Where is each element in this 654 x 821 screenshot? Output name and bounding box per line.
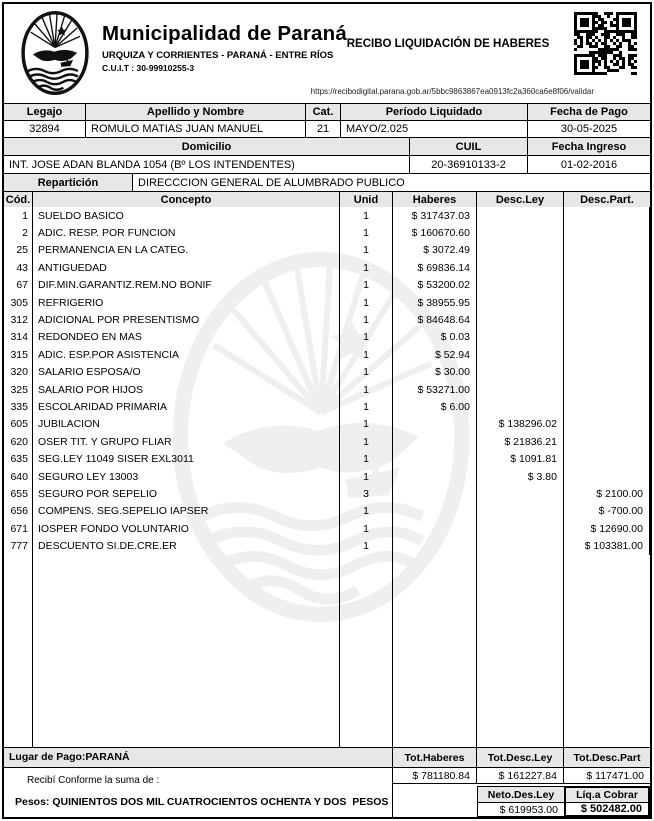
concept-cell-desc_part	[564, 364, 650, 381]
concept-cell-code: 777	[4, 537, 33, 554]
totals-value-row	[393, 768, 650, 784]
concept-cell-concept: IOSPER FONDO VOLUNTARIO	[33, 520, 340, 537]
concept-cell-desc_ley	[477, 207, 564, 224]
concept-cell-concept: SALARIO ESPOSA/O	[33, 364, 340, 381]
concept-cell-units: 1	[340, 416, 393, 433]
concept-cell-code: 25	[4, 242, 33, 259]
concept-cell-haberes: $ 160670.60	[393, 224, 477, 241]
concept-cell-haberes	[393, 503, 477, 520]
periodo-value: MAYO/2.025	[341, 121, 528, 137]
concept-cell-concept: DESCUENTO SI.DE.CRE.ER	[33, 537, 340, 554]
concept-cell-code: 1	[4, 207, 33, 224]
concept-cell-concept: PERMANENCIA EN LA CATEG.	[33, 242, 340, 259]
concept-cell-units: 1	[340, 468, 393, 485]
concept-cell-haberes: $ 52.94	[393, 346, 477, 363]
concept-row	[4, 277, 650, 294]
concept-cell-haberes	[393, 520, 477, 537]
info-value-row-1	[4, 120, 650, 137]
cat-value: 21	[306, 121, 341, 137]
concept-cell-units: 1	[340, 433, 393, 450]
concept-cell-desc_ley	[477, 346, 564, 363]
concept-cell-desc_ley	[477, 259, 564, 276]
concept-row	[4, 346, 650, 363]
concept-cell-units: 1	[340, 450, 393, 467]
legajo-label: Legajo	[4, 104, 86, 120]
concept-cell-concept: ADICIONAL POR PRESENTISMO	[33, 311, 340, 328]
concept-cell-concept: SEGURO LEY 13003	[33, 468, 340, 485]
concept-row	[4, 311, 650, 328]
fecha-ingreso-value: 01-02-2016	[560, 158, 618, 171]
concept-row	[4, 207, 650, 224]
concept-cell-desc_part: $ 12690.00	[564, 520, 650, 537]
concept-cell-desc_part	[564, 224, 650, 241]
concept-row	[4, 416, 650, 433]
concept-cell-desc_part	[564, 207, 650, 224]
concept-cell-units: 1	[340, 242, 393, 259]
amount-in-words: Pesos: QUINIENTOS DOS MIL CUATROCIENTOS OCHENTA Y DOS PESOS	[15, 796, 389, 808]
concept-cell-concept: ESCOLARIDAD PRIMARIA	[33, 398, 340, 415]
code-column-header: Cód.	[4, 192, 33, 207]
tot-desc-part-label: Tot.Desc.Part	[564, 748, 650, 768]
concept-cell-desc_ley: $ 138296.02	[477, 416, 564, 433]
concept-row	[4, 485, 650, 502]
footer-totals-panel	[393, 748, 650, 817]
concept-cell-code: 314	[4, 329, 33, 346]
concept-cell-haberes: $ 69836.14	[393, 259, 477, 276]
concept-cell-code: 640	[4, 468, 33, 485]
info-value-row-2	[4, 155, 650, 173]
desc-part-column-header: Desc.Part.	[564, 192, 650, 207]
concept-cell-code: 656	[4, 503, 33, 520]
net-header-row	[393, 786, 650, 803]
haberes-column-header: Haberes	[393, 192, 477, 207]
concept-column-header: Concepto	[33, 192, 340, 207]
concept-row	[4, 520, 650, 537]
received-conform-text: Recibí Conforme la suma de :	[27, 775, 160, 786]
concept-cell-concept: SEGURO POR SEPELIO	[33, 485, 340, 502]
tot-desc-ley-value: $ 161227.84	[477, 768, 564, 784]
concept-cell-desc_ley: $ 1091.81	[477, 450, 564, 467]
concept-cell-desc_ley	[477, 224, 564, 241]
concept-cell-haberes: $ 317437.03	[393, 207, 477, 224]
tot-desc-part-value: $ 117471.00	[564, 768, 650, 784]
concept-cell-code: 671	[4, 520, 33, 537]
concept-cell-concept: SALARIO POR HIJOS	[33, 381, 340, 398]
concept-cell-desc_ley	[477, 311, 564, 328]
concept-cell-haberes	[393, 433, 477, 450]
org-cuit: C.U.I.T : 30-99910255-3	[102, 63, 195, 73]
concept-cell-code: 605	[4, 416, 33, 433]
concept-cell-code: 67	[4, 277, 33, 294]
concept-cell-units: 1	[340, 311, 393, 328]
concept-cell-haberes	[393, 450, 477, 467]
concept-cell-code: 305	[4, 294, 33, 311]
apellido-label: Apellido y Nombre	[86, 104, 306, 120]
concept-cell-desc_ley	[477, 503, 564, 520]
concept-cell-desc_part	[564, 433, 650, 450]
concept-cell-desc_part	[564, 329, 650, 346]
concept-cell-code: 325	[4, 381, 33, 398]
concept-cell-units: 1	[340, 503, 393, 520]
concept-cell-code: 43	[4, 259, 33, 276]
concept-cell-code: 620	[4, 433, 33, 450]
concept-cell-concept: REDONDEO EN MAS	[33, 329, 340, 346]
concept-cell-units: 3	[340, 485, 393, 502]
validation-link[interactable]: https://recibodigital.parana.gob.ar/5bbc9863867ea0913fc2a360ca6e8f06/validar	[310, 87, 594, 96]
concept-cell-units: 1	[340, 520, 393, 537]
tot-haberes-label: Tot.Haberes	[393, 748, 477, 768]
concept-cell-desc_part	[564, 311, 650, 328]
concept-cell-concept: OSER TIT. Y GRUPO FLIAR	[33, 433, 340, 450]
concept-cell-haberes: $ 30.00	[393, 364, 477, 381]
concept-cell-desc_part	[564, 259, 650, 276]
concept-cell-concept: DIF.MIN.GARANTIZ.REM.NO BONIF	[33, 277, 340, 294]
concept-cell-units: 1	[340, 398, 393, 415]
concept-cell-desc_part: $ 103381.00	[564, 537, 650, 554]
net-value-row	[393, 803, 650, 817]
desc-ley-column-header: Desc.Ley	[477, 192, 564, 207]
fecha-pago-label: Fecha de Pago	[528, 104, 650, 120]
payment-place: Lugar de Pago:PARANÁ	[4, 748, 392, 768]
periodo-label: Período Liquidado	[341, 104, 528, 120]
concept-row	[4, 398, 650, 415]
concept-cell-desc_part	[564, 346, 650, 363]
municipality-logo-icon	[16, 10, 94, 96]
cuil-label: CUIL	[410, 138, 528, 155]
concept-cell-desc_ley	[477, 364, 564, 381]
domicilio-value: INT. JOSE ADAN BLANDA 1054 (Bº LOS INTENDENTES)	[4, 156, 410, 173]
concept-cell-desc_ley: $ 21836.21	[477, 433, 564, 450]
concept-cell-desc_ley	[477, 329, 564, 346]
totals-footer	[4, 747, 650, 817]
concept-row	[4, 381, 650, 398]
concept-cell-desc_ley	[477, 537, 564, 554]
concepts-header-row	[4, 191, 650, 207]
concept-cell-desc_part	[564, 294, 650, 311]
tot-desc-ley-label: Tot.Desc.Ley	[477, 748, 564, 768]
concept-cell-concept: ADIC. ESP.POR ASISTENCIA	[33, 346, 340, 363]
concept-cell-code: 312	[4, 311, 33, 328]
concept-row	[4, 329, 650, 346]
cuil-value: 20-36910133-2	[410, 156, 528, 173]
concept-cell-haberes: $ 3072.49	[393, 242, 477, 259]
info-header-row-2	[4, 137, 650, 155]
concept-cell-desc_ley	[477, 242, 564, 259]
concept-cell-code: 320	[4, 364, 33, 381]
concept-cell-code: 2	[4, 224, 33, 241]
document-title: RECIBO LIQUIDACIÓN DE HABERES	[346, 38, 550, 50]
concept-cell-haberes: $ 38955.95	[393, 294, 477, 311]
employee-info-table	[4, 103, 650, 191]
concept-cell-haberes: $ 84648.64	[393, 311, 477, 328]
reparticion-value: DIRECCCION GENERAL DE ALUMBRADO PUBLICO	[138, 176, 405, 189]
concept-cell-desc_part	[564, 416, 650, 433]
fecha-ingreso-label: Fecha Ingreso	[528, 138, 650, 155]
apellido-value: ROMULO MATIAS JUAN MANUEL	[86, 121, 306, 137]
concept-row	[4, 259, 650, 276]
receipt-document	[2, 2, 652, 819]
neto-des-ley-label: Neto.Des.Ley	[477, 786, 564, 803]
concept-cell-desc_part	[564, 450, 650, 467]
concept-row	[4, 468, 650, 485]
concept-cell-units: 1	[340, 537, 393, 554]
concept-cell-code: 335	[4, 398, 33, 415]
concept-cell-desc_part: $ -700.00	[564, 503, 650, 520]
concept-cell-haberes	[393, 416, 477, 433]
concept-cell-desc_part: $ 2100.00	[564, 485, 650, 502]
concept-cell-haberes: $ 0.03	[393, 329, 477, 346]
concept-cell-units: 1	[340, 364, 393, 381]
concept-row	[4, 294, 650, 311]
fecha-pago-value: 30-05-2025	[560, 123, 618, 135]
concept-cell-haberes: $ 6.00	[393, 398, 477, 415]
concept-cell-concept: COMPENS. SEG.SEPELIO IAPSER	[33, 503, 340, 520]
reparticion-label: Repartición	[4, 174, 133, 191]
concept-cell-desc_ley	[477, 485, 564, 502]
concept-cell-concept: SEG.LEY 11049 SISER EXL3011	[33, 450, 340, 467]
concept-cell-haberes: $ 53271.00	[393, 381, 477, 398]
concept-cell-code: 315	[4, 346, 33, 363]
concept-cell-desc_ley	[477, 520, 564, 537]
concept-cell-desc_ley	[477, 294, 564, 311]
concept-cell-desc_ley	[477, 277, 564, 294]
footer-left-panel	[4, 748, 393, 817]
concept-cell-desc_ley	[477, 381, 564, 398]
concept-cell-units: 1	[340, 381, 393, 398]
concept-cell-units: 1	[340, 224, 393, 241]
concept-cell-haberes: $ 53200.02	[393, 277, 477, 294]
concept-cell-desc_part	[564, 277, 650, 294]
concept-cell-haberes	[393, 537, 477, 554]
concept-cell-desc_ley	[477, 398, 564, 415]
concept-cell-desc_part	[564, 242, 650, 259]
liq-a-cobrar-value: $ 502482.00	[564, 803, 650, 817]
concept-cell-concept: ADIC. RESP. POR FUNCION	[33, 224, 340, 241]
units-column-header: Unid	[340, 192, 393, 207]
org-address: URQUIZA Y CORRIENTES - PARANÁ - ENTRE RÍOS	[102, 50, 334, 61]
org-name: Municipalidad de Paraná	[102, 22, 347, 45]
concept-cell-units: 1	[340, 329, 393, 346]
info-reparticion-row	[4, 173, 650, 191]
concept-cell-concept: JUBILACION	[33, 416, 340, 433]
concept-cell-haberes	[393, 468, 477, 485]
concept-row	[4, 433, 650, 450]
document-header	[4, 4, 650, 103]
concept-cell-desc_ley: $ 3.80	[477, 468, 564, 485]
concept-cell-concept: ANTIGUEDAD	[33, 259, 340, 276]
info-header-row-1	[4, 103, 650, 120]
concept-cell-haberes	[393, 485, 477, 502]
legajo-value: 32894	[4, 121, 86, 137]
concept-cell-units: 1	[340, 346, 393, 363]
empty-filler-row	[4, 555, 650, 747]
concept-cell-units: 1	[340, 207, 393, 224]
concept-row	[4, 503, 650, 520]
totals-header-row	[393, 748, 650, 768]
cat-label: Cat.	[306, 104, 341, 120]
concept-cell-concept: SUELDO BASICO	[33, 207, 340, 224]
concept-cell-units: 1	[340, 277, 393, 294]
domicilio-label: Domicilio	[4, 138, 410, 155]
concept-row	[4, 364, 650, 381]
concept-row	[4, 537, 650, 554]
concept-cell-desc_part	[564, 468, 650, 485]
concept-cell-units: 1	[340, 294, 393, 311]
concept-cell-code: 635	[4, 450, 33, 467]
concept-cell-code: 655	[4, 485, 33, 502]
tot-haberes-value: $ 781180.84	[393, 768, 477, 784]
concept-cell-desc_part	[564, 398, 650, 415]
neto-des-ley-value: $ 619953.00	[477, 803, 564, 817]
concepts-table-body	[4, 207, 650, 747]
concept-rows	[4, 207, 650, 555]
liq-a-cobrar-label: Líq.a Cobrar	[564, 786, 650, 803]
concept-row	[4, 450, 650, 467]
concept-cell-desc_part	[564, 381, 650, 398]
concept-row	[4, 242, 650, 259]
concept-cell-units: 1	[340, 259, 393, 276]
qr-code	[572, 10, 639, 77]
concept-cell-concept: REFRIGERIO	[33, 294, 340, 311]
concept-row	[4, 224, 650, 241]
